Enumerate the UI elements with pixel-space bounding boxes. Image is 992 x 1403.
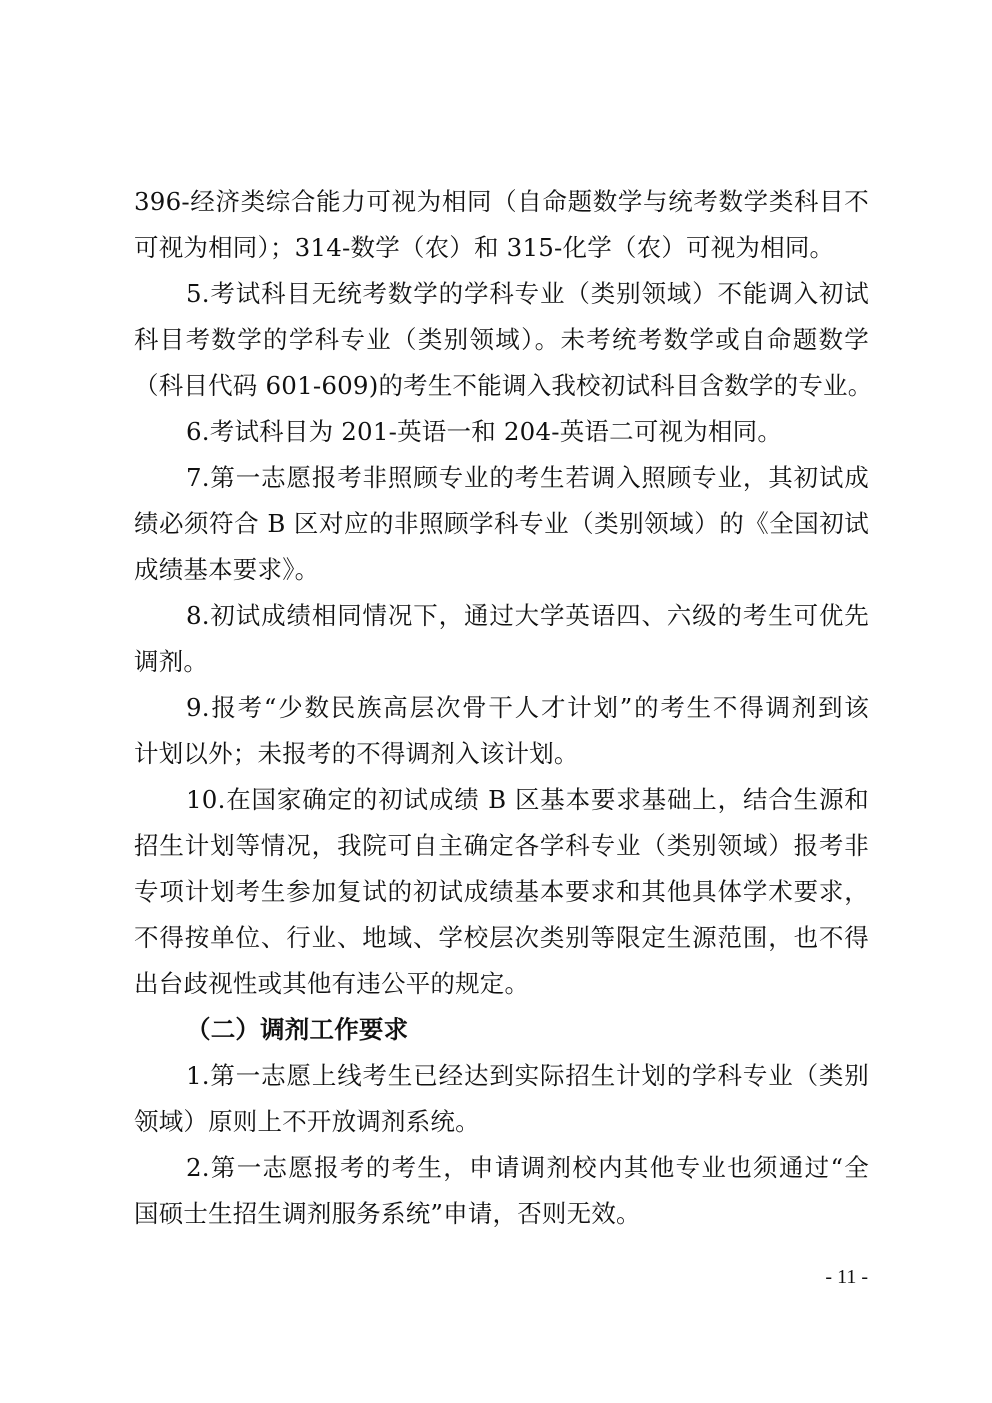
body-line: 不得按单位、行业、地域、学校层次类别等限定生源范围，也不得 — [134, 923, 869, 952]
item-8-line: 8.初试成绩相同情况下，通过大学英语四、六级的考生可优先 — [186, 601, 869, 630]
body-line: 调剂。 — [134, 647, 209, 676]
item-6-line: 6.考试科目为 201-英语一和 204-英语二可视为相同。 — [186, 417, 783, 446]
item-10-line: 10.在国家确定的初试成绩 B 区基本要求基础上，结合生源和 — [186, 785, 869, 814]
body-line: 领域）原则上不开放调剂系统。 — [134, 1107, 480, 1136]
item-7-line: 7.第一志愿报考非照顾专业的考生若调入照顾专业，其初试成 — [186, 463, 869, 492]
body-line: 科目考数学的学科专业（类别领域）。未考统考数学或自命题数学 — [134, 325, 869, 354]
body-line: 396-经济类综合能力可视为相同（自命题数学与统考数学类科目不 — [134, 187, 869, 216]
body-line: 专项计划考生参加复试的初试成绩基本要求和其他具体学术要求， — [134, 877, 869, 906]
body-line: 国硕士生招生调剂服务系统”申请，否则无效。 — [134, 1199, 641, 1228]
item-5-line: 5.考试科目无统考数学的学科专业（类别领域）不能调入初试 — [186, 279, 869, 308]
body-line: 招生计划等情况，我院可自主确定各学科专业（类别领域）报考非 — [134, 831, 869, 860]
body-line: 计划以外；未报考的不得调剂入该计划。 — [134, 739, 579, 768]
requirement-1-line: 1.第一志愿上线考生已经达到实际招生计划的学科专业（类别 — [186, 1061, 869, 1090]
item-9-line: 9.报考“少数民族高层次骨干人才计划”的考生不得调剂到该 — [186, 693, 869, 722]
section-heading: （二）调剂工作要求 — [186, 1015, 409, 1044]
body-line: 绩必须符合 B 区对应的非照顾学科专业（类别领域）的《全国初试 — [134, 509, 869, 538]
body-line: 出台歧视性或其他有违公平的规定。 — [134, 969, 530, 998]
requirement-2-line: 2.第一志愿报考的考生，申请调剂校内其他专业也须通过“全 — [186, 1153, 869, 1182]
page-number: - 11 - — [825, 1266, 868, 1288]
body-line: 成绩基本要求》。 — [134, 555, 320, 584]
body-line: 可视为相同）；314-数学（农）和 315-化学（农）可视为相同。 — [134, 233, 835, 262]
body-line: （科目代码 601-609)的考生不能调入我校初试科目含数学的专业。 — [134, 371, 873, 400]
